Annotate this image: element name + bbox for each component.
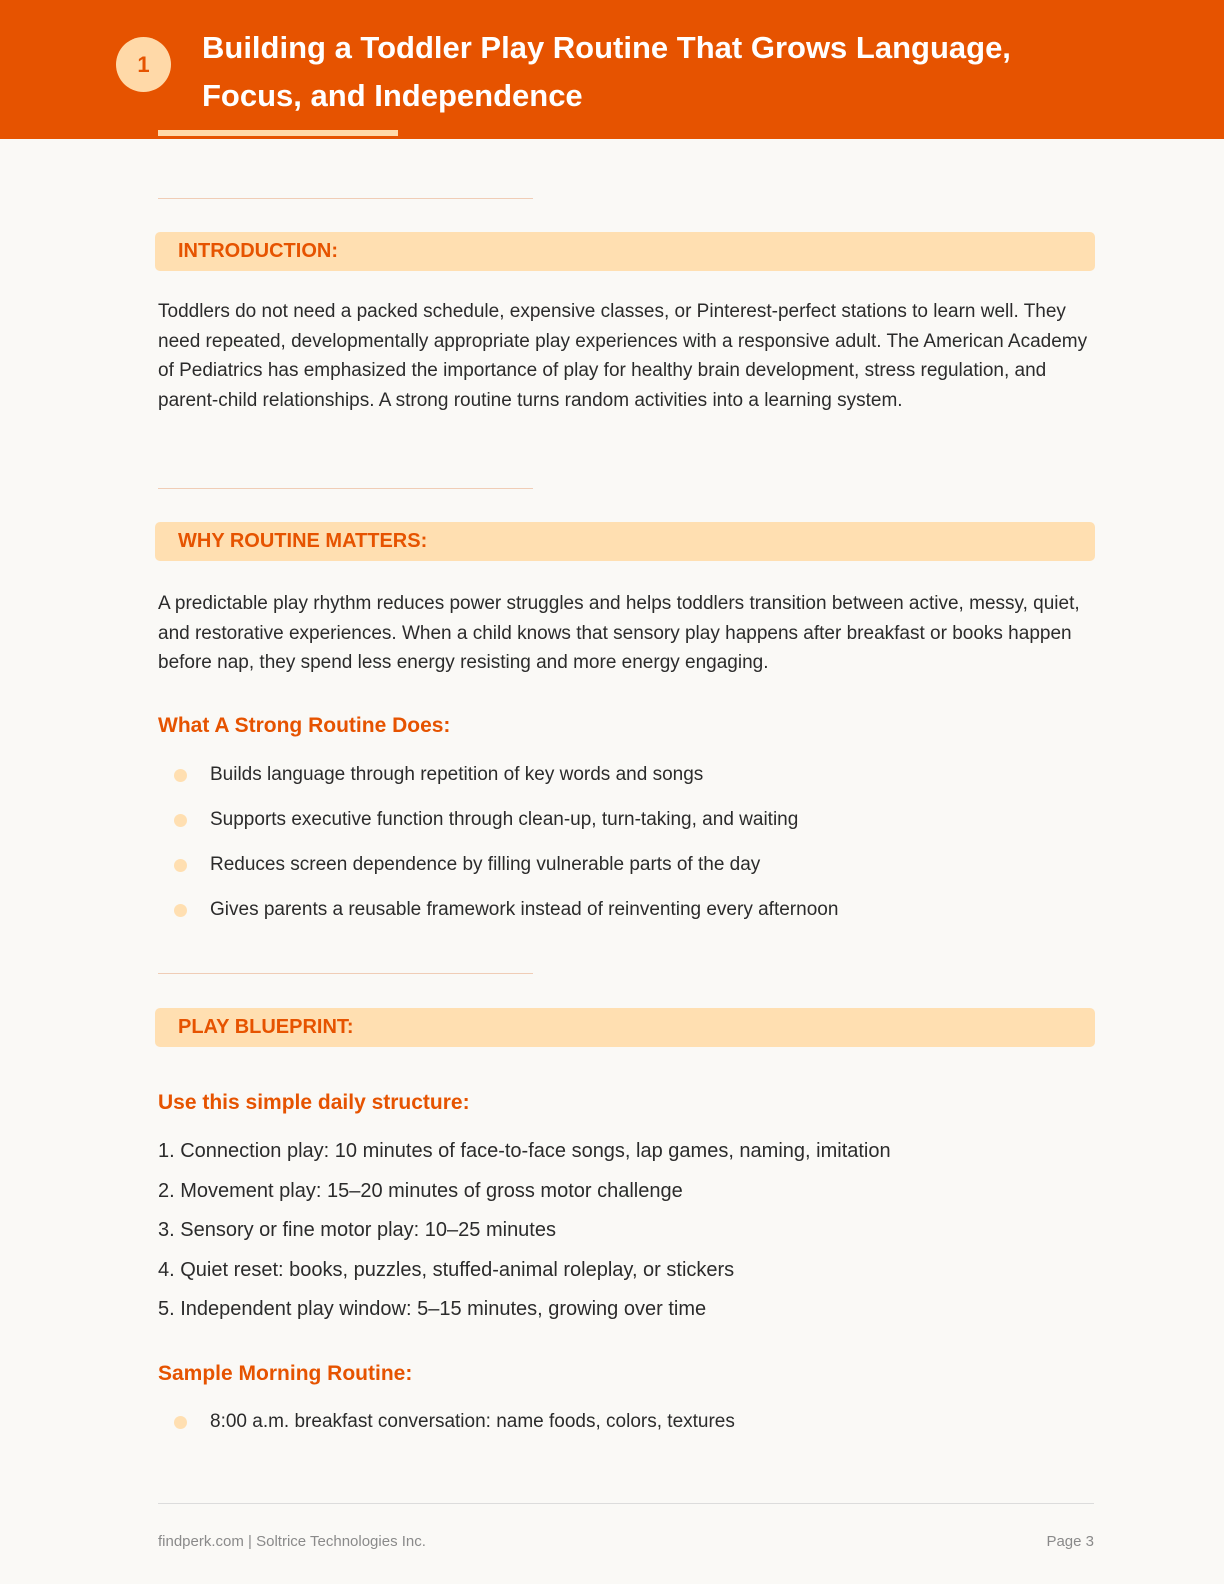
list-item: Reduces screen dependence by filling vulnerable parts of the day (0, 850, 838, 895)
strong-routine-subheading: What A Strong Routine Does: (158, 714, 451, 737)
page-title-line-1: Building a Toddler Play Routine That Grows Language, (202, 30, 1011, 65)
list-item: Supports executive function through clean-up, turn-taking, and waiting (0, 805, 838, 850)
title-underline (158, 130, 398, 136)
page-number: Page 3 (1046, 1533, 1094, 1550)
section-heading-label: WHY ROUTINE MATTERS: (178, 530, 428, 552)
bullet-dot-icon (174, 769, 187, 782)
bullet-dot-icon (174, 1416, 187, 1429)
list-item: 1. Connection play: 10 minutes of face-to-face songs, lap games, naming, imitation (158, 1140, 891, 1162)
page-header (0, 0, 1224, 139)
footer-source: findperk.com | Soltrice Technologies Inc. (158, 1533, 426, 1550)
section-heading-play-blueprint (155, 1008, 1095, 1047)
list-item: 4. Quiet reset: books, puzzles, stuffed-animal roleplay, or stickers (158, 1258, 735, 1281)
bullet-dot-icon (174, 904, 187, 917)
list-item: 5. Independent play window: 5–15 minutes, growing over time (158, 1298, 707, 1320)
section-divider (158, 973, 533, 974)
chapter-number-badge: 1 (116, 37, 171, 92)
strong-routine-list (0, 760, 838, 940)
section-heading-why-routine (155, 522, 1095, 561)
introduction-paragraph: Toddlers do not need a packed schedule, expensive classes, or Pinterest-perfect stations to learn well. They need repeated, developmentally appropriate play experiences with a responsive adult. The American Academy of Pediatrics has emphasized the importance of play for healthy brain development, stress regulation, and parent-child relationships. A strong routine turns random activities into a learning system. (158, 301, 1088, 411)
section-heading-label: PLAY BLUEPRINT: (178, 1016, 354, 1038)
daily-structure-subheading: Use this simple daily structure: (158, 1091, 470, 1114)
page-title-line-2: Focus, and Independence (202, 78, 583, 113)
page-title (202, 24, 1102, 120)
section-divider (158, 198, 533, 199)
section-heading-label: INTRODUCTION: (178, 240, 338, 262)
sample-morning-list (0, 1407, 735, 1452)
list-item: Builds language through repetition of key words and songs (0, 760, 838, 805)
bullet-dot-icon (174, 814, 187, 827)
bullet-dot-icon (174, 859, 187, 872)
section-heading-introduction (155, 232, 1095, 271)
list-item: 2. Movement play: 15–20 minutes of gross motor challenge (158, 1179, 683, 1202)
list-item: 8:00 a.m. breakfast conversation: name foods, colors, textures (0, 1407, 735, 1452)
footer-divider (158, 1503, 1094, 1504)
section-divider (158, 488, 533, 489)
why-routine-paragraph: A predictable play rhythm reduces power struggles and helps toddlers transition between active, messy, quiet, and restorative experiences. When a child knows that sensory play happens after breakfast or books happen before nap, they spend less energy resisting and more energy engaging. (158, 593, 1080, 673)
list-item: 3. Sensory or fine motor play: 10–25 minutes (158, 1219, 556, 1241)
list-item: Gives parents a reusable framework instead of reinventing every afternoon (0, 895, 838, 940)
daily-structure-list (158, 1136, 891, 1334)
sample-morning-subheading: Sample Morning Routine: (158, 1362, 413, 1385)
